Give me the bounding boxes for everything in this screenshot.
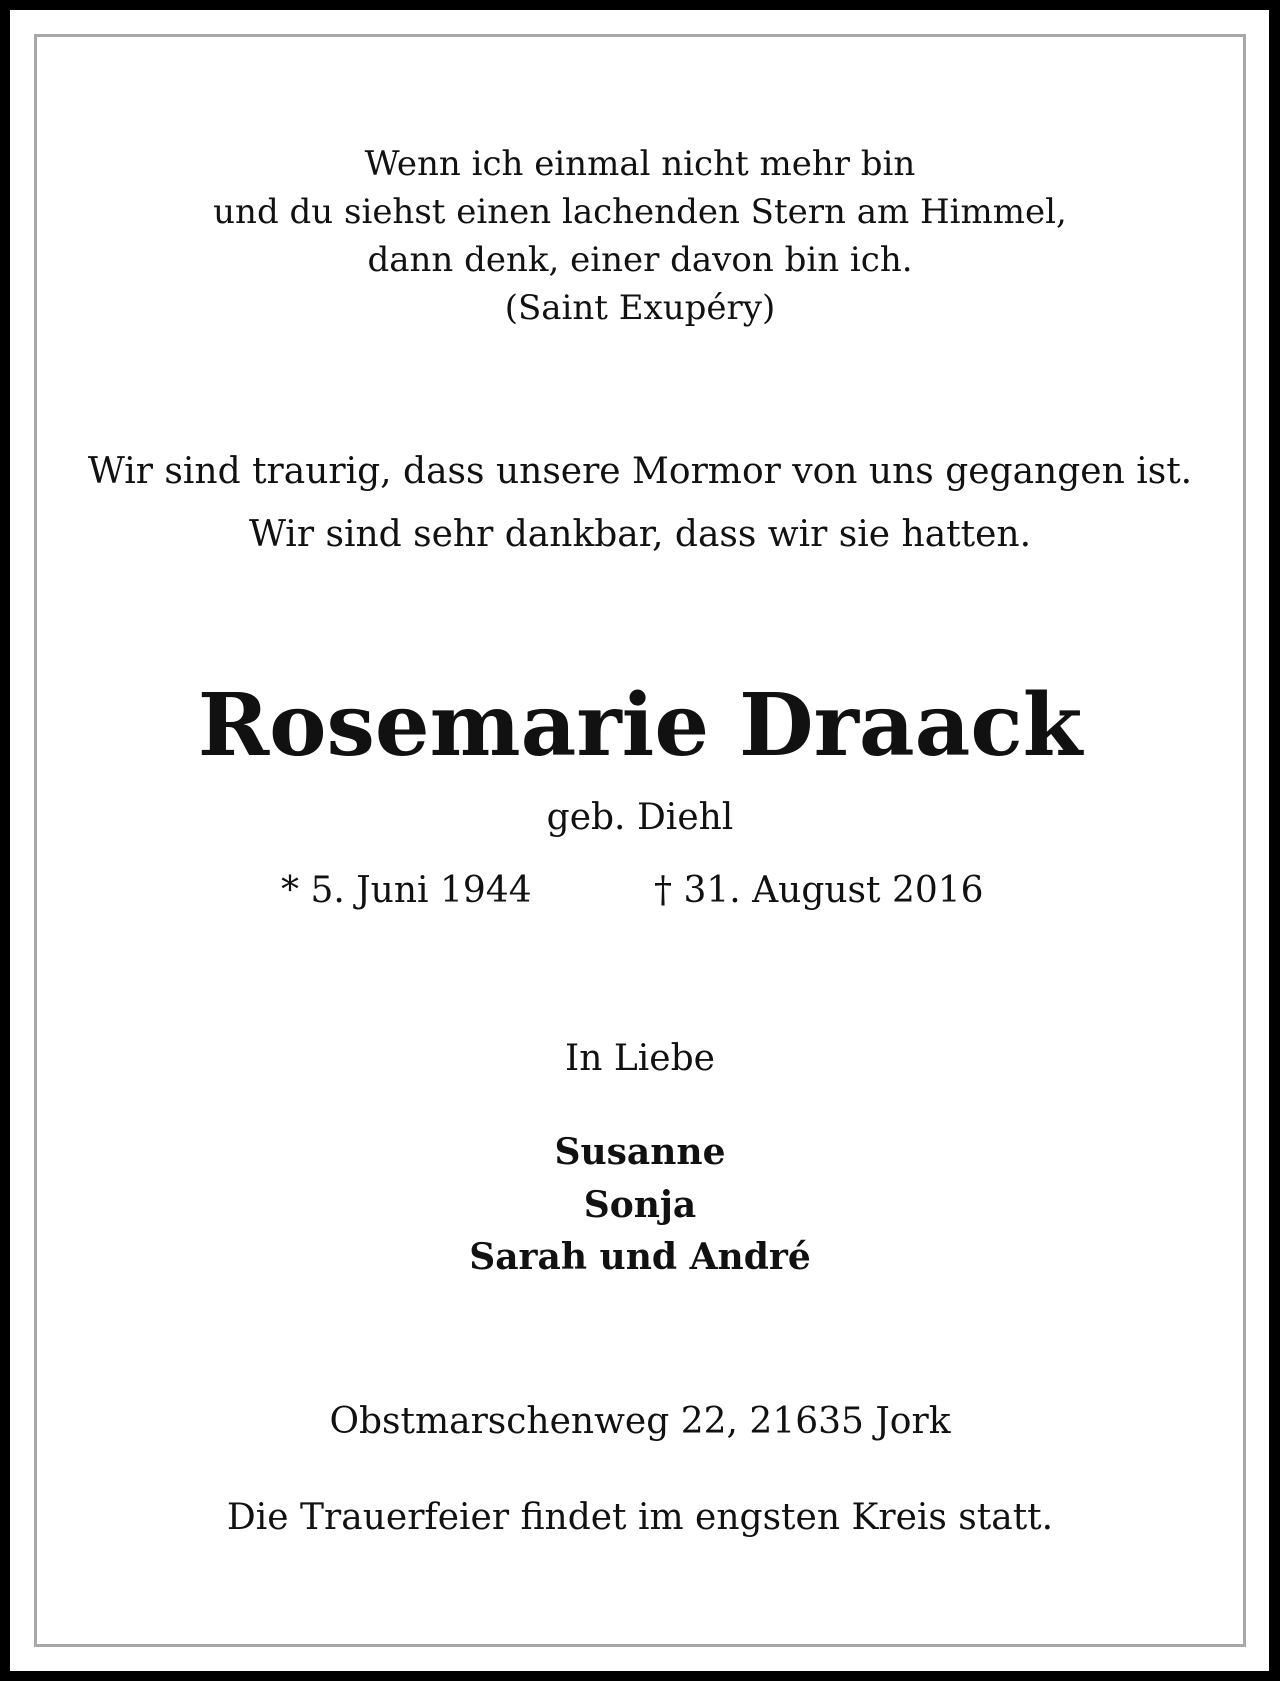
quote-attribution: (Saint Exupéry) [504, 288, 776, 328]
signer-name: Sarah und André [469, 1236, 811, 1278]
deceased-name: Rosemarie Draack [197, 675, 1083, 776]
quote-line: Wenn ich einmal nicht mehr bin [364, 144, 916, 184]
ceremony-note: Die Trauerfeier findet im engsten Kreis statt. [226, 1497, 1054, 1538]
address: Obstmarschenweg 22, 21635 Jork [329, 1401, 951, 1442]
quote-line: und du siehst einen lachenden Stern am Himmel, [213, 192, 1067, 232]
signer-name: Susanne [554, 1131, 726, 1173]
maiden-name: geb. Diehl [546, 797, 734, 838]
quote-line: dann denk, einer davon bin ich. [367, 240, 913, 280]
sentiment-line: Wir sind traurig, dass unsere Mormor von uns gegangen ist. [87, 451, 1193, 492]
closing-phrase: In Liebe [565, 1038, 715, 1079]
sentiment-line: Wir sind sehr dankbar, dass wir sie hatten. [248, 514, 1032, 555]
signer-name: Sonja [583, 1184, 697, 1226]
birth-date: * 5. Juni 1944 [281, 870, 532, 911]
death-date: † 31. August 2016 [654, 870, 984, 911]
